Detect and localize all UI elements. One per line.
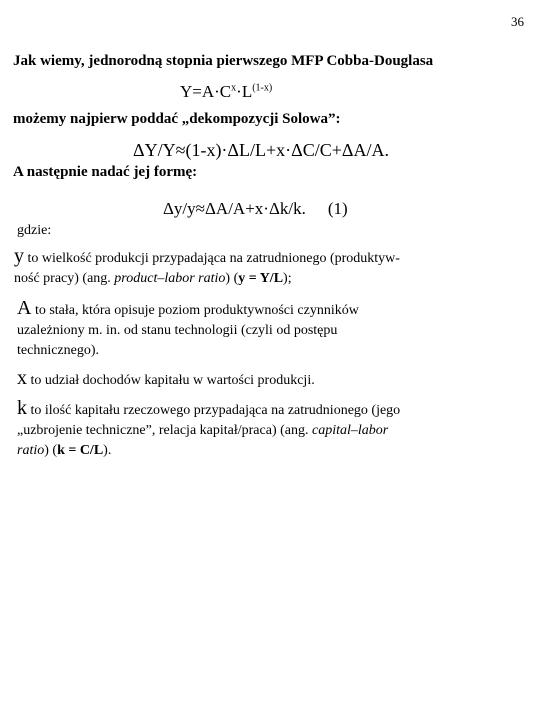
equation-number: (1) [327, 199, 348, 218]
symbol-y: y [14, 245, 24, 267]
definition-y-text-2: ność pracy) (ang. [14, 271, 115, 286]
intro-line-form: A następnie nadać jej formę: [13, 164, 198, 180]
formula-mid: ·L [236, 82, 253, 101]
symbol-x: x [17, 367, 27, 389]
intro-line-cobb-douglas: Jak wiemy, jednorodną stopnia pierwszego MFP Cobba-Douglasa [13, 53, 434, 69]
definition-k-formula: k = C/L [57, 443, 104, 458]
formula-exponent-x: x [231, 82, 237, 94]
definition-y-text-3: ) ( [225, 271, 239, 286]
formula-per-worker [163, 199, 348, 219]
definition-A-text-3: technicznego). [17, 343, 100, 358]
definition-y-text-1: to wielkość produkcji przypadająca na zatrudnionego (produktyw- [24, 251, 400, 266]
definition-k [17, 398, 527, 461]
definition-x-text-1: to udział dochodów kapitału w wartości produkcji. [27, 373, 315, 388]
formula-expression: Δy/y≈ΔA/A+x·Δk/k. [163, 199, 306, 218]
formula-base: Y=A·C [180, 82, 232, 101]
definition-y-formula: y = Y/L [238, 271, 284, 286]
intro-line-solow: możemy najpierw poddać „dekompozycji Solowa”: [13, 111, 341, 127]
formula-solow-decomposition: ΔY/Y≈(1-x)·ΔL/L+x·ΔC/C+ΔA/A. [133, 140, 389, 160]
definition-A-text-1: to stała, która opisuje poziom produktywności czynników [31, 303, 359, 318]
definition-k-text-3: ) ( [44, 443, 58, 458]
definition-x [17, 368, 527, 391]
definition-y-english: product–labor ratio [114, 271, 226, 286]
definition-k-english-1: capital–labor [311, 423, 389, 438]
symbol-k: k [17, 397, 27, 419]
definition-k-english-2: ratio [17, 443, 45, 458]
definition-y-text-4: ); [283, 271, 292, 286]
definition-k-text-1: to ilość kapitału rzeczowego przypadająca na zatrudnionego (jego [27, 403, 401, 418]
page-number: 36 [511, 14, 524, 29]
definition-y [14, 246, 524, 289]
definition-A-text-2: uzależniony m. in. od stanu technologii (czyli od postępu [17, 323, 338, 338]
where-label: gdzie: [17, 223, 52, 238]
definition-k-text-2: „uzbrojenie techniczne”, relacja kapitał/praca) (ang. [17, 423, 312, 438]
formula-cobb-douglas [180, 82, 272, 102]
symbol-A: A [17, 297, 32, 319]
definition-A [17, 298, 527, 361]
formula-exponent-1-x: (1-x) [252, 82, 273, 94]
definition-k-text-4: ). [103, 443, 112, 458]
